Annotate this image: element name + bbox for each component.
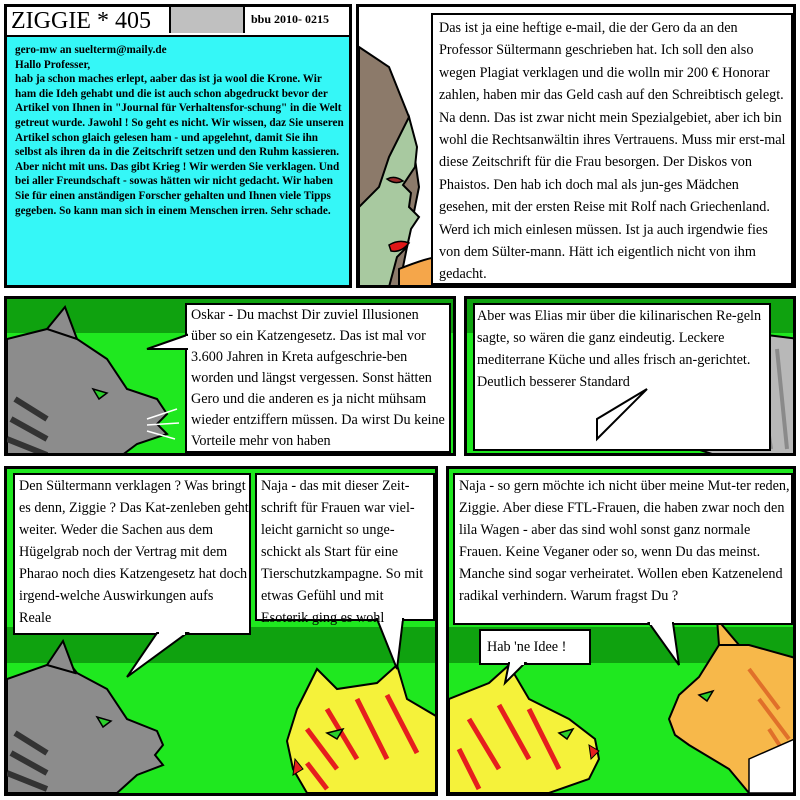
- title-grey-block: [169, 7, 245, 33]
- comic-title: ZIGGIE * 405: [11, 8, 151, 34]
- yellow-cat-text: Naja - das mit dieser Zeit-schrift für Frauen war viel-leicht garnicht so unge-schickt als Start für eine Tierschutzkampagne. So mit etwas Gefühl und mit Esoterik ging es wohl: [261, 478, 424, 626]
- panel-lawyer: [356, 4, 796, 288]
- title-bar: [7, 7, 349, 37]
- comic-code: bbu 2010- 0215: [251, 12, 330, 26]
- oskar-text: Oskar - Du machst Dir zuviel Illusionen über so ein Katzengesetz. Das ist mal vor 3.600 Jahren in Kreta aufgeschrie-ben worden und längst vergessen. Sonst hätten Gero und die anderen es ja nicht mühsam wieder entziffern müssen. Da wirst Du keine Vorteile mehr von haben: [191, 307, 445, 449]
- oskar-left-text: Den Sültermann verklagen ? Was bringt es denn, Ziggie ? Das Kat-zenleben geht weiter. Weder die Sachen aus dem Hügelgrab noch der Vertrag mit dem Pharao noch dies Katzengesetz hat doch irgend-welche Auswirkungen aufs Reale: [19, 478, 249, 626]
- panel-idea: [446, 466, 796, 796]
- email-text: gero-mw an suelterm@maily.de Hallo Professer, hab ja schon maches erlept, aaber das ist ja wool die Krone. Wir ham die Ideh gehabt und die ist auch schon abgedruckt bevor der Artikel von Ihnen in "Journal für Verhaltensfor-schung" in die Welt getreut wurde. Jawohl ! So geht es nicht. Wir wissen, daz Sie unseren Artikel schon glaich gelesen ham - und apgelehnt, damit Sie ihn selbst als ihren da in die Zeitschrift setzen und den Ruhm kassieren. Aber nicht mit uns. Das gibt Krieg ! Wir werden Sie verklagen. Und bei aller Freundschaft - sowas hätten wir nicht gedacht. Wir haben Sie für einen anständigen Forscher gehalten und Ihnen viele Tipps gegeben. So kann man sich in einem Menschen irren. Sehr schade.: [15, 44, 344, 217]
- lawyer-text: Das ist ja eine heftige e-mail, die der Gero da an den Professor Sültermann geschrieben hat. Ich soll den also wegen Plagiat verklagen und die wolln mir 200 € Honorar zahlen, haben mir das Geld cash auf den Schreibtisch gelegt. Na denn. Das ist zwar nicht mein Spezialgebiet, aber ich bin wohl die Rechtsanwältin ihres Vertrauens. Muss mir erst-mal diese Zeitschrift für die Frau besorgen. Der Diskos von Phaistos. Den hab ich doch mal als jun-ges Mädchen gesehen, mit der ersten Reise mit Rolf nach Griechenland. Werd ich mich einlesen müssen. Ist ja auch irgendwie fies von dem Sülter-mann. Hätt ich eigentlich nicht von ihm gedacht.: [439, 20, 786, 283]
- idea-text: Hab 'ne Idee !: [487, 639, 567, 655]
- ziggie-food-text: Aber was Elias mir über die kilinarischen Re-geln sagte, so wären die ganz eindeutig. Leckere mediterrane Küche und alles frisch an-gerichtet. Deutlich besserer Standard: [477, 308, 762, 390]
- orange-cat-text: Naja - so gern möchte ich nicht über meine Mut-ter reden, Ziggie. Aber diese FTL-Frauen, die haben zwar noch den lila Wagen - aber das sind wohl sonst ganz normale Frauen. Keine Veganer oder so, wenn Du das meinst. Manche sind sogar verheiratet. Wollen eben Katzenelend radikal verhindern. Warum fragst Du ?: [459, 478, 790, 604]
- panel-ziggie-food: [464, 296, 796, 456]
- bubble-tail-idea: [449, 469, 796, 796]
- panel-email: [4, 4, 352, 288]
- panel-cats-talk: [4, 466, 438, 796]
- panel-oskar-speaks: [4, 296, 456, 456]
